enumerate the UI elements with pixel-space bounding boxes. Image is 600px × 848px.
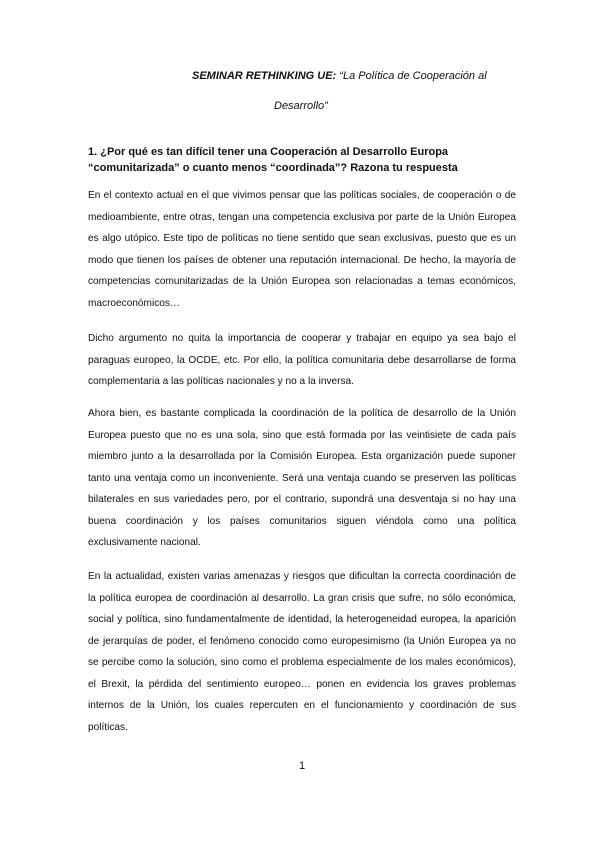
paragraph-2: Dicho argumento no quita la importancia de cooperar y trabajar en equipo ya sea bajo el paraguas europeo, la OCDE, etc. Por ello, la política comunitaria debe desarrollarse de forma complementaria a las políticas nacionales y no a la inversa. [88, 333, 516, 387]
document-title-line2: Desarrollo” [274, 100, 328, 112]
question-heading: 1. ¿Por qué es tan difícil tener una Cooperación al Desarrollo Europa “comunitarizada” o cuanto menos “coordinada”? Razona tu respuesta [88, 146, 458, 174]
document-title [192, 70, 522, 82]
paragraph-3: Ahora bien, es bastante complicada la coordinación de la política de desarrollo de la Unión Europea puesto que no es una sola, sino que está formada por las veintisiete de cada país miembro junto a la desarrollada por la Comisión Europea. Esta organización puede suponer tanto una ventaja como un inconveniente. Será una ventaja cuando se preserven las políticas bilaterales en sus variedades pero, por el contrario, supondrá una desventaja si no hay una buena coordinación y los países comunitarios siguen viéndola como una política exclusivamente nacional. [88, 408, 516, 548]
title-lead: SEMINAR RETHINKING UE: [192, 70, 337, 82]
page-number: 1 [298, 760, 306, 772]
title-rest: “La Política de Cooperación al [339, 70, 487, 82]
paragraph-4: En la actualidad, existen varias amenazas y riesgos que dificultan la correcta coordinación de la política europea de coordinación al desarrollo. La gran crisis que sufre, no sólo económica, social y política, sino fundamentalmente de identidad, la heterogeneidad europea, la aparición de jerarquías de poder, el fenómeno conocido como europesimismo (la Unión Europea ya no se percibe como la solución, sino como el problema especialmente de los males económicos), el Brexit, la pérdida del sentimiento europeo… ponen en evidencia los graves problemas internos de la Unión, los cuales repercuten en el funcionamiento y coordinación de sus políticas. [88, 571, 516, 733]
paragraph-1: En el contexto actual en el que vivimos pensar que las políticas sociales, de cooperación o de medioambiente, entre otras, tengan una competencia exclusiva por parte de la Unión Europea es algo utópico. Este tipo de políticas no tiene sentido que sean exclusivas, puesto que es un modo que tienen los países de obtener una reputación internacional. De hecho, la mayoría de competencias comunitarizadas de la Unión Europea son relacionadas a temas económicos, macroeconómicos… [88, 190, 516, 309]
